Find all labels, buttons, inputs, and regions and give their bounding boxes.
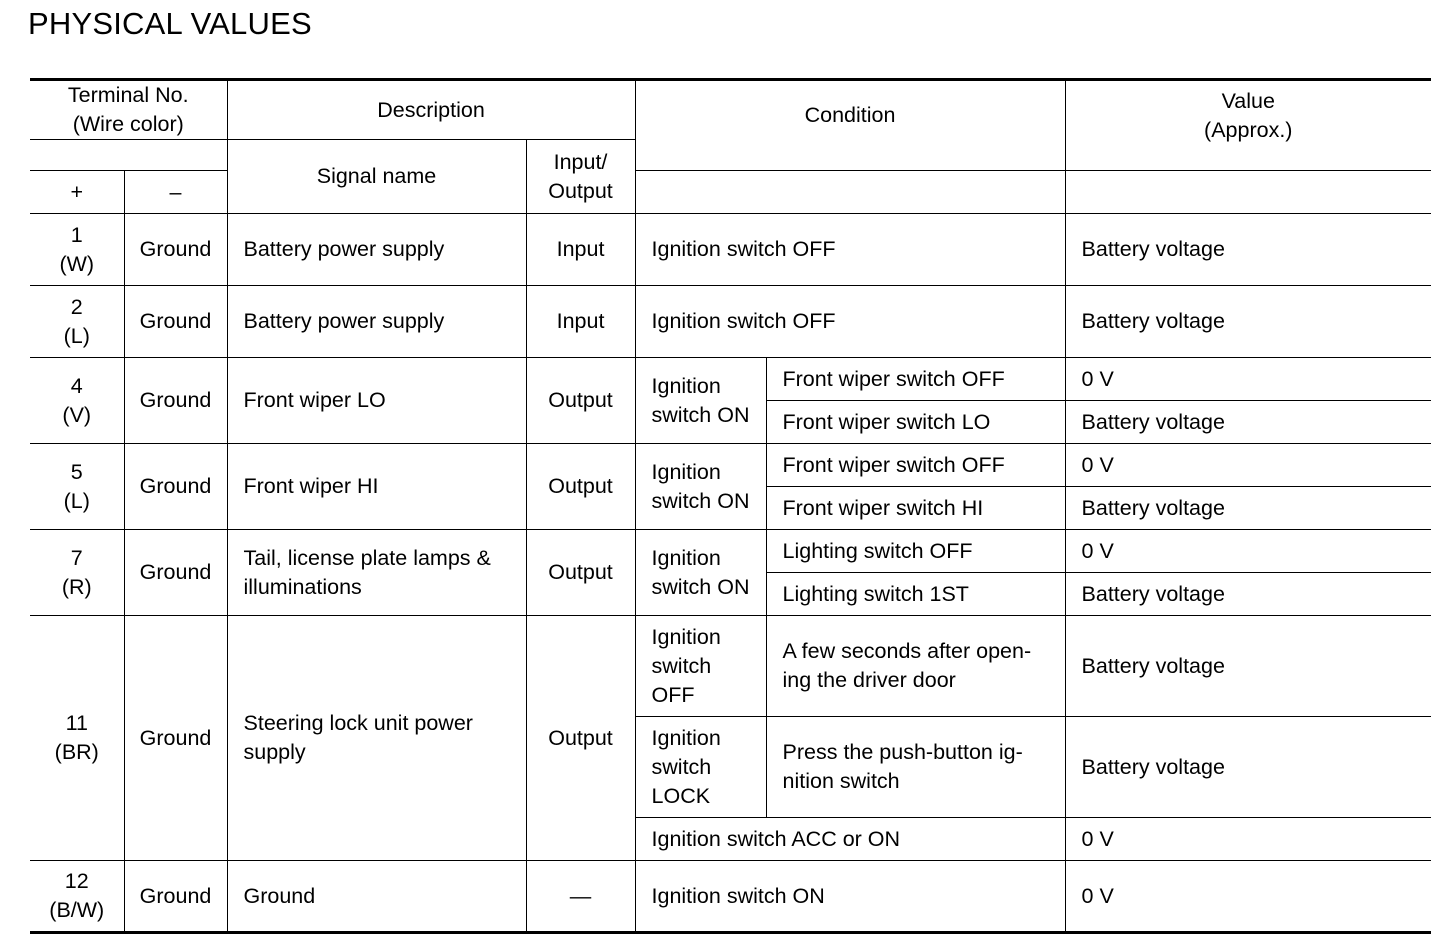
- condition-sub-cell: Lighting switch 1ST: [766, 573, 1065, 616]
- value-cell: Battery voltage: [1065, 286, 1431, 358]
- header-value: Value (Approx.): [1065, 80, 1431, 171]
- header-plus: +: [30, 171, 124, 214]
- io-cell: Input: [526, 214, 635, 286]
- table-row: [30, 616, 1431, 717]
- table-row: [30, 358, 1431, 401]
- condition-sub-cell: Press the push-button ig- nition switch: [766, 717, 1065, 818]
- signal-cell: Front wiper LO: [227, 358, 526, 444]
- condition-sub-cell: Front wiper switch LO: [766, 401, 1065, 444]
- header-description: Description: [227, 80, 635, 140]
- signal-cell: Ground: [227, 861, 526, 933]
- minus-cell: Ground: [124, 358, 227, 444]
- condition-main-cell: Ignition switch OFF: [635, 616, 766, 717]
- header-condition: Condition: [635, 80, 1065, 171]
- condition-sub-cell: A few seconds after open- ing the driver door: [766, 616, 1065, 717]
- value-cell: Battery voltage: [1065, 616, 1431, 717]
- value-cell: 0 V: [1065, 358, 1431, 401]
- value-cell: Battery voltage: [1065, 573, 1431, 616]
- value-cell: 0 V: [1065, 444, 1431, 487]
- value-cell: Battery voltage: [1065, 401, 1431, 444]
- header-input-output: Input/ Output: [526, 140, 635, 214]
- header-condition-lower: [635, 171, 1065, 214]
- table-row: [30, 530, 1431, 573]
- condition-main-cell: Ignition switch ON: [635, 444, 766, 530]
- table-row: [30, 286, 1431, 358]
- condition-sub-cell: Front wiper switch OFF: [766, 358, 1065, 401]
- terminal-cell: 12 (B/W): [30, 861, 124, 933]
- signal-cell: Front wiper HI: [227, 444, 526, 530]
- header-minus: –: [124, 171, 227, 214]
- condition-cell: Ignition switch ACC or ON: [635, 818, 1065, 861]
- physical-values-table: [30, 78, 1431, 934]
- minus-cell: Ground: [124, 214, 227, 286]
- condition-main-cell: Ignition switch LOCK: [635, 717, 766, 818]
- value-cell: 0 V: [1065, 530, 1431, 573]
- io-cell: —: [526, 861, 635, 933]
- value-cell: Battery voltage: [1065, 214, 1431, 286]
- value-cell: 0 V: [1065, 818, 1431, 861]
- minus-cell: Ground: [124, 530, 227, 616]
- condition-sub-cell: Front wiper switch OFF: [766, 444, 1065, 487]
- signal-cell: Tail, license plate lamps & illuminations: [227, 530, 526, 616]
- io-cell: Input: [526, 286, 635, 358]
- signal-cell: Steering lock unit power supply: [227, 616, 526, 861]
- terminal-cell: 2 (L): [30, 286, 124, 358]
- terminal-cell: 7 (R): [30, 530, 124, 616]
- value-cell: Battery voltage: [1065, 717, 1431, 818]
- table-row: [30, 444, 1431, 487]
- header-value-lower: [1065, 171, 1431, 214]
- terminal-cell: 11 (BR): [30, 616, 124, 861]
- value-cell: Battery voltage: [1065, 487, 1431, 530]
- page-title: PHYSICAL VALUES: [28, 6, 312, 41]
- condition-sub-cell: Lighting switch OFF: [766, 530, 1065, 573]
- io-cell: Output: [526, 530, 635, 616]
- terminal-cell: 1 (W): [30, 214, 124, 286]
- minus-cell: Ground: [124, 444, 227, 530]
- condition-cell: Ignition switch OFF: [635, 214, 1065, 286]
- io-cell: Output: [526, 616, 635, 861]
- table-row: [30, 214, 1431, 286]
- terminal-cell: 5 (L): [30, 444, 124, 530]
- value-cell: 0 V: [1065, 861, 1431, 933]
- minus-cell: Ground: [124, 616, 227, 861]
- minus-cell: Ground: [124, 861, 227, 933]
- table-row: [30, 861, 1431, 933]
- io-cell: Output: [526, 358, 635, 444]
- header-terminal-no: Terminal No. (Wire color): [30, 80, 227, 140]
- condition-main-cell: Ignition switch ON: [635, 530, 766, 616]
- header-signal-name: Signal name: [227, 140, 526, 214]
- condition-cell: Ignition switch ON: [635, 861, 1065, 933]
- condition-sub-cell: Front wiper switch HI: [766, 487, 1065, 530]
- signal-cell: Battery power supply: [227, 286, 526, 358]
- condition-main-cell: Ignition switch ON: [635, 358, 766, 444]
- header-terminal-no-spacer: [30, 140, 227, 171]
- terminal-cell: 4 (V): [30, 358, 124, 444]
- condition-cell: Ignition switch OFF: [635, 286, 1065, 358]
- io-cell: Output: [526, 444, 635, 530]
- minus-cell: Ground: [124, 286, 227, 358]
- signal-cell: Battery power supply: [227, 214, 526, 286]
